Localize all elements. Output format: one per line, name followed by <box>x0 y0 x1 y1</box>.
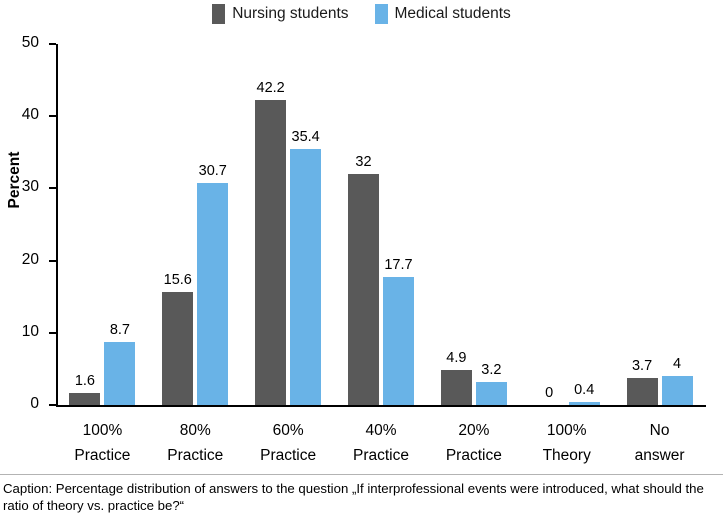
y-tick <box>21 322 56 340</box>
bar-value-label: 8.7 <box>109 322 131 339</box>
bar <box>662 356 693 405</box>
x-category-label <box>427 418 520 468</box>
y-tick <box>21 178 56 196</box>
figure-caption: Caption: Percentage distribution of answers to the question „If interprofessional events were introduced, what should the ratio of theory vs. practice be?“ <box>3 481 704 513</box>
y-tick-mark <box>49 115 56 117</box>
y-tick-label: 20 <box>21 250 39 268</box>
y-tick-mark <box>49 187 56 189</box>
x-category-label-line2: Practice <box>74 447 131 464</box>
bar-value-label: 35.4 <box>291 129 320 146</box>
x-axis-line <box>56 405 706 407</box>
bar-value-label: 30.7 <box>198 163 227 180</box>
x-category-label-line2: Practice <box>445 447 502 464</box>
x-category-label-line1: No <box>649 422 670 439</box>
y-tick-mark <box>49 43 56 45</box>
bar <box>69 373 100 405</box>
legend-item-nursing <box>212 4 348 24</box>
y-tick-label: 10 <box>21 322 39 340</box>
bar <box>383 257 414 405</box>
x-category-label <box>520 418 613 468</box>
bar-value-label: 17.7 <box>384 257 413 274</box>
y-tick <box>21 106 56 124</box>
bar-value-label: 0 <box>545 385 554 401</box>
bar-value-label: 42.2 <box>256 80 285 97</box>
y-tick-mark <box>49 260 56 262</box>
x-category-label <box>56 418 149 468</box>
legend-swatch-nursing <box>212 4 225 24</box>
bar <box>627 358 658 405</box>
y-tick <box>21 250 56 268</box>
bar-group <box>149 44 242 405</box>
x-category-label-line2: Practice <box>260 447 317 464</box>
bar-group <box>427 44 520 405</box>
y-tick-label: 0 <box>30 395 39 412</box>
y-tick <box>30 395 56 412</box>
bar <box>476 361 507 405</box>
x-category-label-line1: 100% <box>82 422 123 439</box>
x-category-label-line1: 60% <box>272 422 304 439</box>
legend-label-medical: Medical students <box>394 5 511 22</box>
bar-group <box>242 44 335 405</box>
bar-value-label: 3.7 <box>631 358 653 375</box>
x-category-label-line1: 20% <box>458 422 490 439</box>
x-category-label <box>613 418 706 468</box>
bar <box>348 153 379 405</box>
y-tick-mark <box>49 332 56 334</box>
x-category-label <box>335 418 428 468</box>
bar <box>569 382 600 405</box>
x-category-label-line2: Theory <box>542 447 591 464</box>
bar-value-label: 15.6 <box>163 272 192 289</box>
bar-group <box>613 44 706 405</box>
caption-divider <box>0 474 723 475</box>
x-category-label <box>242 418 335 468</box>
plot-area <box>21 34 706 412</box>
bar-value-label: 3.2 <box>481 361 502 378</box>
x-category-label-line1: 100% <box>546 422 587 439</box>
y-tick-mark <box>49 404 56 406</box>
bar-group <box>335 44 428 405</box>
bar-value-label: 4 <box>673 356 682 373</box>
bar <box>162 272 193 405</box>
y-tick-label: 30 <box>21 178 39 196</box>
legend-swatch-medical <box>375 4 388 24</box>
x-category-label <box>149 418 242 468</box>
chart-legend <box>0 4 723 24</box>
x-category-label-line2: answer <box>634 447 685 464</box>
legend-label-nursing: Nursing students <box>232 5 349 22</box>
legend-item-medical <box>375 4 511 24</box>
bar-group <box>56 44 149 405</box>
bar <box>104 322 135 405</box>
bar-value-label: 4.9 <box>446 349 467 366</box>
bar <box>197 163 228 405</box>
y-axis-title: Percent <box>6 151 23 209</box>
bar-value-label: 1.6 <box>74 373 96 390</box>
bar-group <box>520 44 613 405</box>
y-tick-label: 50 <box>21 34 39 51</box>
bar <box>255 80 286 405</box>
bar-value-label: 0.4 <box>574 382 595 399</box>
bar <box>290 129 321 405</box>
bar-value-label: 32 <box>355 153 372 170</box>
y-tick-label: 40 <box>21 106 39 124</box>
x-category-label-line2: Practice <box>352 447 409 464</box>
axes <box>21 34 706 412</box>
y-tick <box>21 34 56 51</box>
x-category-label-line1: 80% <box>179 422 211 439</box>
x-category-label-line2: Practice <box>167 447 224 464</box>
x-category-label-line1: 40% <box>365 422 397 439</box>
bar <box>441 349 472 405</box>
